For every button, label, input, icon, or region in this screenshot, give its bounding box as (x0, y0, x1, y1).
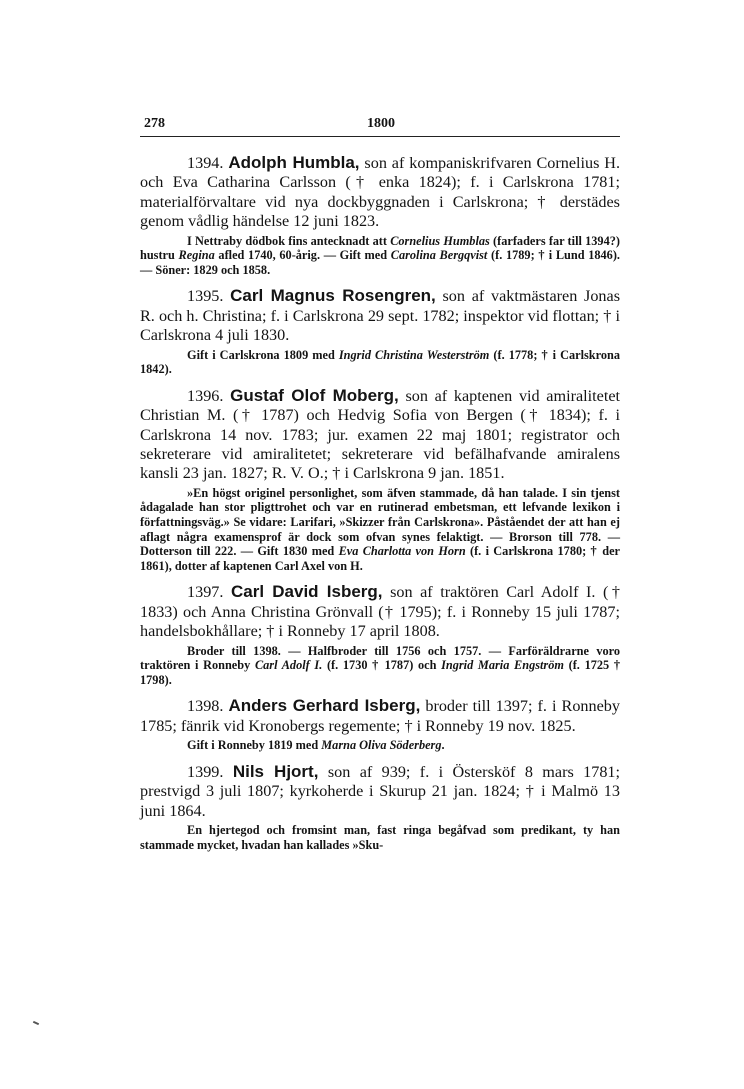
entry-number: 1394. (187, 154, 224, 172)
entry-number: 1395. (187, 287, 224, 306)
entry-note: Gift i Carlskrona 1809 med Ingrid Christina Westerström (f. 1778; † i Carlskrona 1842). (140, 347, 620, 377)
entry-main-text (140, 696, 620, 736)
entry-number: 1399. (187, 762, 224, 781)
entry-1395 (140, 286, 620, 376)
entry-text: son af kompaniskrifvaren Cornelius H. och Eva Catharina Carlsson († enka 1824); f. i Carlskrona 1781; materialförvaltare vid nya dockbyggnaden i Carlskrona; † derstädes genom vådlig händelse 12 juni 1823. (140, 154, 621, 231)
person-name: Anders Gerhard Isberg, (228, 696, 421, 716)
entry-main-text (140, 762, 620, 821)
page-body (140, 153, 620, 852)
book-page (140, 116, 620, 861)
person-name: Gustaf Olof Moberg, (230, 385, 399, 405)
entry-main-text (140, 286, 620, 345)
page-number: 278 (144, 116, 165, 131)
entry-text: son af kaptenen vid amiralitetet Christian M. († 1787) och Hedvig Sofia von Bergen († 1834); f. i Carlskrona 14 nov. 1783; jur. examen 22 maj 1801; registrator och sekreterare vid amiralitetet; sekreterare vid befälhafvande amiralens kansli 23 jan. 1827; R. V. O.; † i Carlskrona 9 jan. 1851. (140, 386, 621, 483)
entry-1394 (140, 153, 620, 277)
entry-number: 1398. (187, 697, 224, 716)
entry-1397 (140, 582, 620, 687)
entry-text: son af vaktmästaren Jonas R. och h. Christina; f. i Carlskrona 29 sept. 1782; inspektor vid flottan; † i Carlskrona 4 juli 1830. (140, 287, 620, 345)
entry-number: 1397. (187, 583, 224, 602)
entry-note: I Nettraby dödbok fins antecknadt att Cornelius Humblas (farfaders far till 1394?) hustru Regina afled 1740, 60-årig. — Gift med Carolina Bergqvist (f. 1789; † i Lund 1846). — Söner: 1829 och 1858. (140, 233, 621, 277)
entry-note: Gift i Ronneby 1819 med Marna Oliva Söderberg. (187, 738, 445, 753)
person-name: Nils Hjort, (232, 761, 319, 781)
person-name: Carl David Isberg, (230, 582, 383, 602)
entry-main-text (140, 386, 620, 484)
entry-text: son af traktören Carl Adolf I. († 1833) och Anna Christina Grönvall († 1795); f. i Ronneby 15 juli 1787; handelsbokhållare; † i Ronneby 17 april 1808. (140, 583, 621, 641)
entry-note: »En högst originel personlighet, som äfven stammade, då han talade. I sin tjenst ådagalade han stor pligttrohet och var en rutinerad embetsman, ett lefvande lexikon i författningsväg.» Se vidare: Larifari, »Skizzer från Carlskrona». Påståendet der att han ej aflagt några examensprof är dock som ofvan synes felaktigt. — Brorson till 778. — Dotterson till 222. — Gift 1830 med Eva Charlotta von Horn (f. i Carlskrona 1780; † der 1861), dotter af kaptenen Carl Axel von H. (140, 485, 620, 573)
entry-note: Broder till 1398. — Halfbroder till 1756 och 1757. — Farföräldrarne voro traktören i Ronneby Carl Adolf I. (f. 1730 † 1787) och Ingrid Maria Engström (f. 1725 † 1798). (140, 643, 620, 687)
entry-1396 (140, 386, 620, 574)
running-year: 1800 (367, 116, 395, 131)
running-header (140, 116, 620, 137)
entry-main-text (140, 582, 620, 641)
entry-text: broder till 1397; f. i Ronneby 1785; fänrik vid Kronobergs regemente; † i Ronneby 19 nov. 1825. (140, 697, 620, 735)
person-name: Carl Magnus Rosengren, (230, 286, 436, 306)
entry-main-text (140, 153, 620, 232)
entry-note: En hjertegod och fromsint man, fast ringa begåfvad som predikant, ty han stammade mycket, hvadan han kallades »Sku- (140, 823, 620, 852)
person-name: Adolph Humbla, (228, 153, 360, 172)
scan-mark (33, 1021, 39, 1025)
entry-1399 (140, 762, 620, 852)
entry-number: 1396. (187, 386, 224, 405)
entry-text: son af 939; f. i Östersköf 8 mars 1781; prestvigd 3 juli 1807; kyrkoherde i Skurup 21 jan. 1824; † i Malmö 13 juni 1864. (140, 762, 621, 820)
entry-1398 (140, 696, 620, 752)
